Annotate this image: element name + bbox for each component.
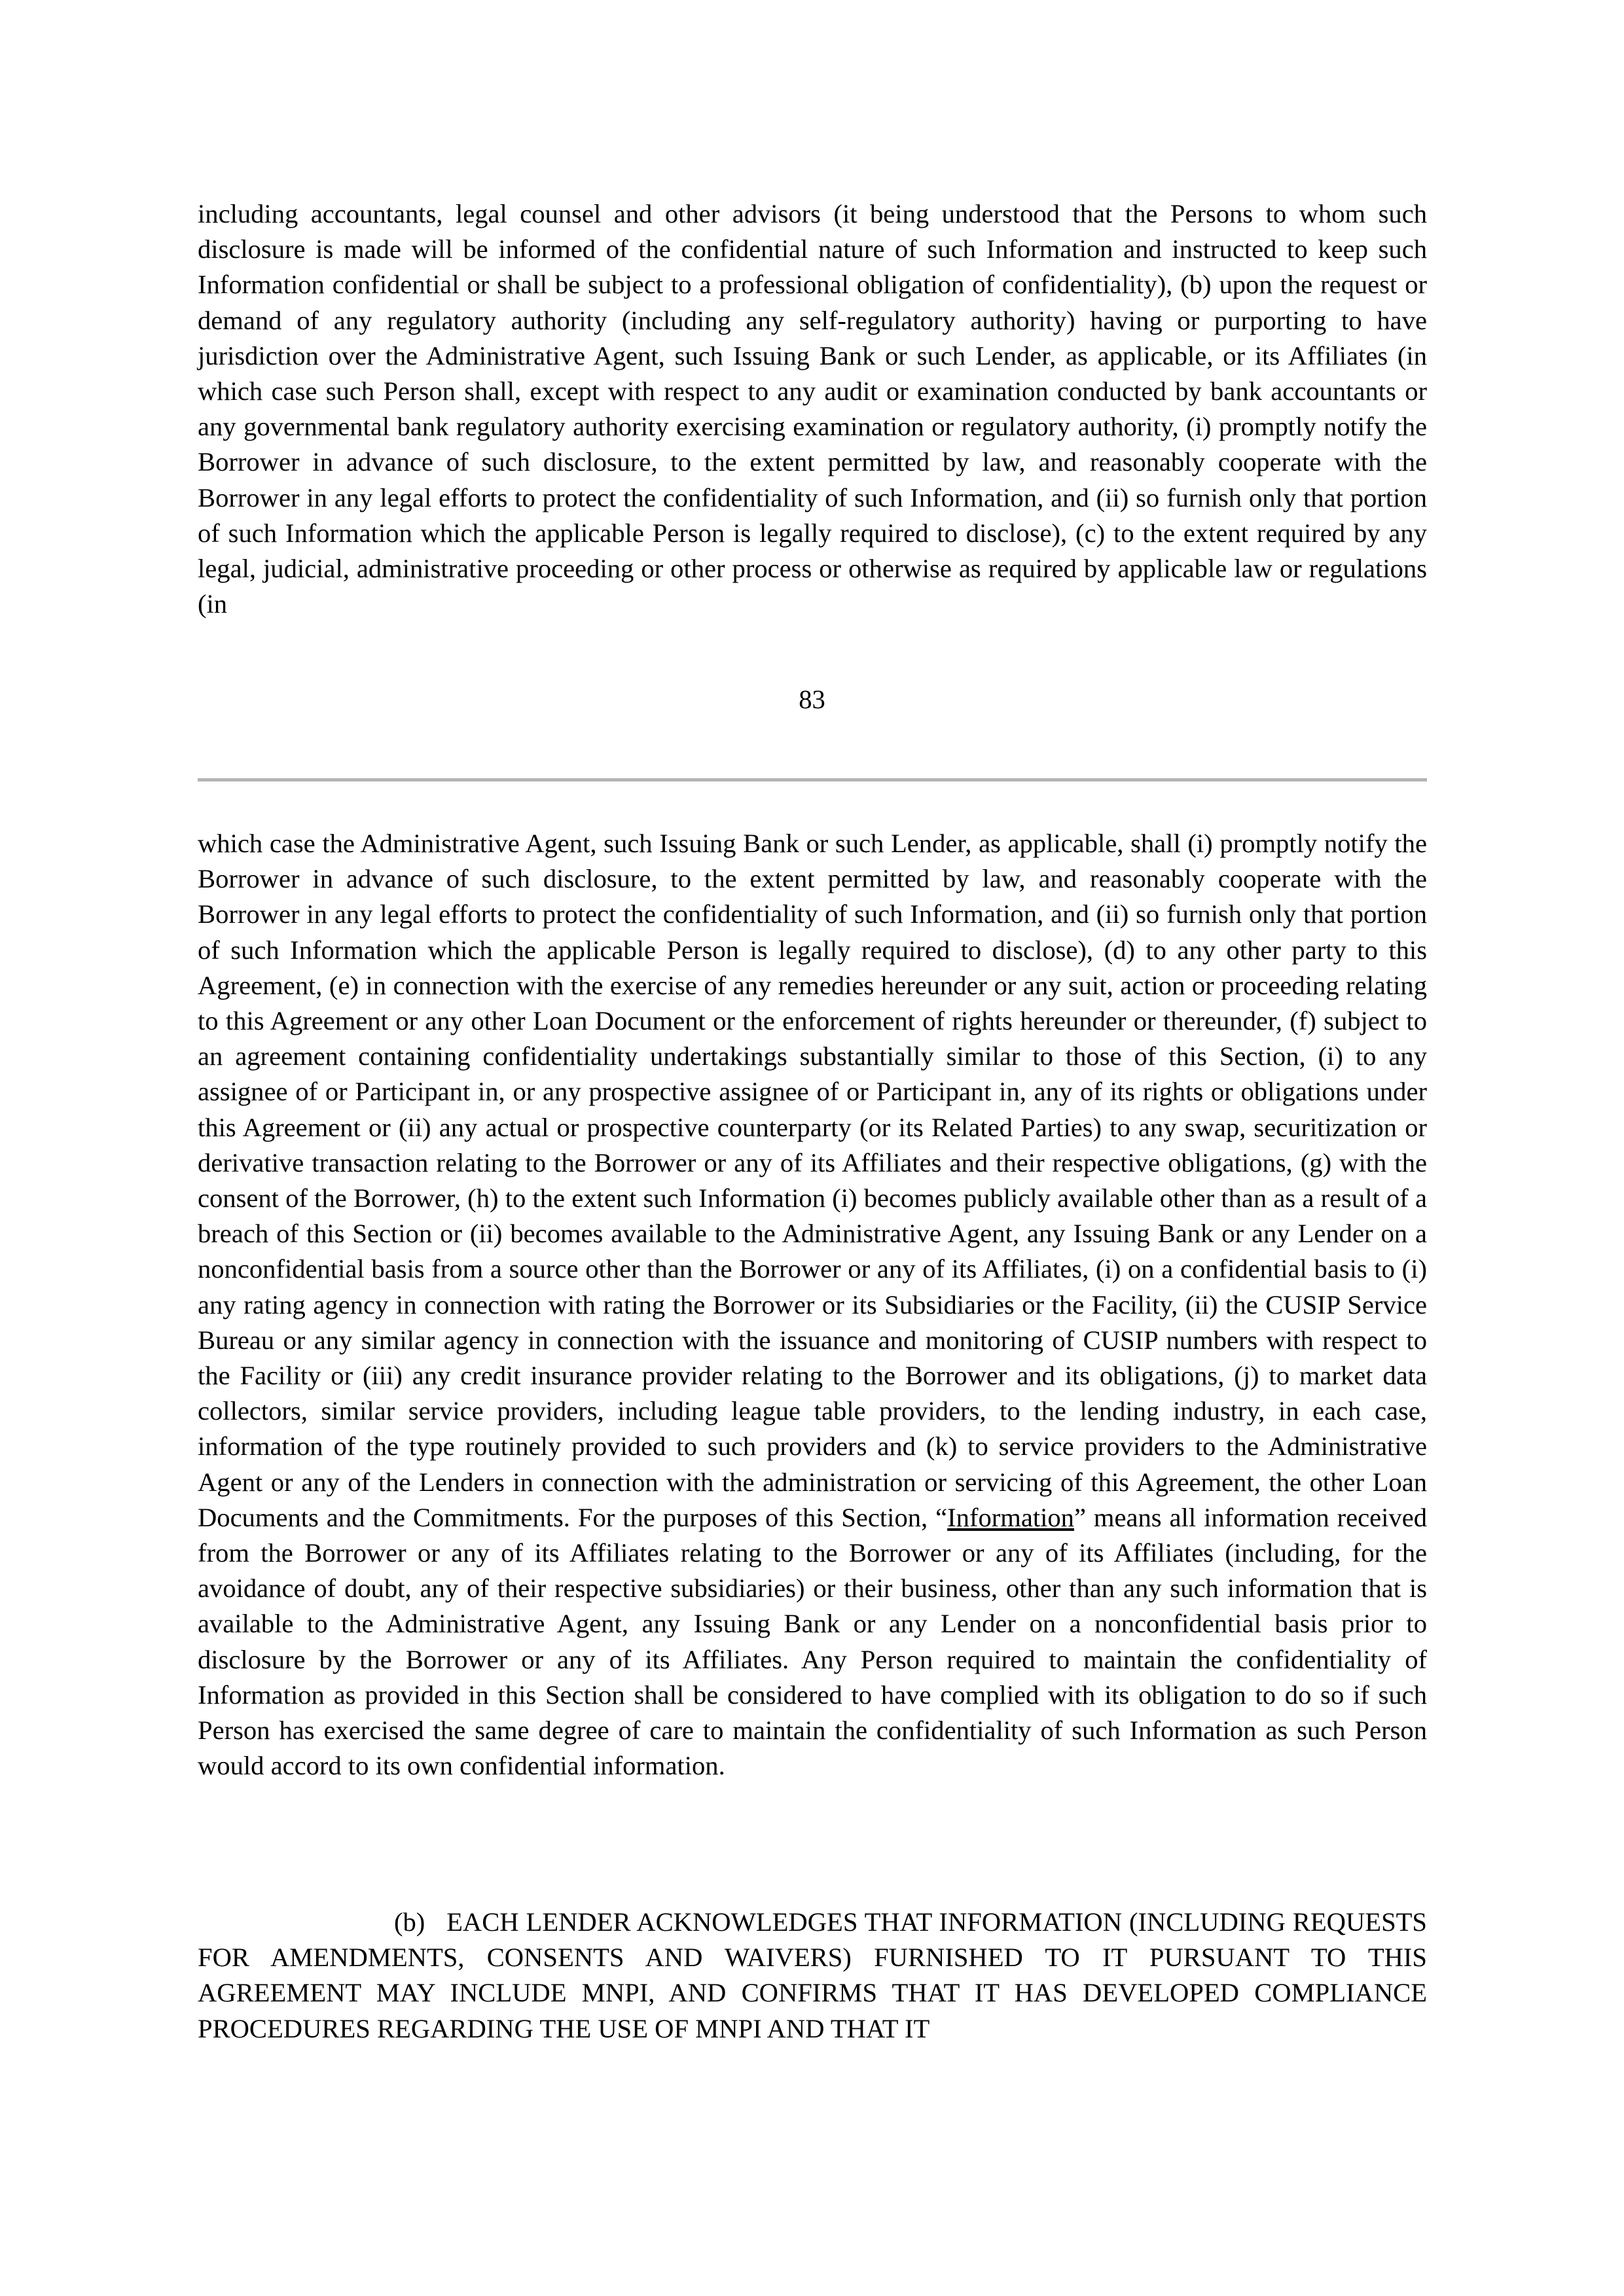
paragraph-bottom-part1: which case the Administrative Agent, such Issuing Bank or such Lender, as applicable, shall (i) promptly notify the Borrower in advance of such disclosure, to the extent permitted by law, and reasonably cooperate with the Borrower in any legal efforts to protect the confidentiality of such Information, and (ii) so furnish only that portion of such Information which the applicable Person is legally required to disclose), (d) to any other party to this Agreement, (e) in connection with the exercise of any remedies hereunder or any suit, action or proceeding relating to this Agreement or any other Loan Document or the enforcement of rights hereunder or thereunder, (f) subject to an agreement containing confidentiality undertakings substantially similar to those of this Section, (i) to any assignee of or Participant in, or any prospective assignee of or Participant in, any of its rights or obligations under this Agreement or (ii) any actual or prospective counterparty (or its Related Parties) to any swap, securitization or derivative transaction relating to the Borrower or any of its Affiliates and their respective obligations, (g) with the consent of the Borrower, (h) to the extent such Information (i) becomes publicly available other than as a result of a breach of this Section or (ii) becomes available to the Administrative Agent, any Issuing Bank or any Lender on a nonconfidential basis from a source other than the Borrower or any of its Affiliates, (i) on a confidential basis to (i) any rating agency in connection with rating the Borrower or its Subsidiaries or the Facility, (ii) the CUSIP Service Bureau or any similar agency in connection with the issuance and monitoring of CUSIP numbers with respect to the Facility or (iii) any credit insurance provider relating to the Borrower and its obligations, (j) to market data collectors, similar service providers, including league table providers, to the lending industry, in each case, information of the type routinely provided to such providers and (k) to service providers to the Administrative Agent or any of the Lenders in connection with the administration or servicing of this Agreement, the other Loan Documents and the Commitments. For the purposes of this Section, “: [198, 829, 1427, 1532]
paragraph-bottom: [198, 826, 1427, 1784]
page-number: 83: [799, 685, 825, 714]
paragraph-top: including accountants, legal counsel and other advisors (it being understood that the Persons to whom such disclosure is made will be informed of the confidential nature of such Information and instructed to keep such Information confidential or shall be subject to a professional obligation of confidentiality), (b) upon the request or demand of any regulatory authority (including any self-regulatory authority) having or purporting to have jurisdiction over the Administrative Agent, such Issuing Bank or such Lender, as applicable, or its Affiliates (in which case such Person shall, except with respect to any audit or examination conducted by bank accountants or any governmental bank regulatory authority exercising examination or regulatory authority, (i) promptly notify the Borrower in advance of such disclosure, to the extent permitted by law, and reasonably cooperate with the Borrower in any legal efforts to protect the confidentiality of such Information, and (ii) so furnish only that portion of such Information which the applicable Person is legally required to disclose), (c) to the extent required by any legal, judicial, administrative proceeding or other process or otherwise as required by applicable law or regulations (in: [198, 199, 1427, 619]
paragraph-b: (b) EACH LENDER ACKNOWLEDGES THAT INFORMATION (INCLUDING REQUESTS FOR AMENDMENTS, CONSENTS AND WAIVERS) FURNISHED TO IT PURSUANT TO THIS AGREEMENT MAY INCLUDE MNPI, AND CONFIRMS THAT IT HAS DEVELOPED COMPLIANCE PROCEDURES REGARDING THE USE OF MNPI AND THAT IT: [198, 1907, 1427, 2043]
page-break-divider: [198, 778, 1427, 781]
defined-term-information: Information: [947, 1502, 1074, 1532]
paragraph-bottom-part2: ” means all information received from the Borrower or any of its Affiliates relating to the Borrower or any of its Affiliates (including, for the avoidance of doubt, any of their respective subsidiaries) or their business, other than any such information that is available to the Administrative Agent, any Issuing Bank or any Lender on a nonconfidential basis prior to disclosure by the Borrower or any of its Affiliates. Any Person required to maintain the confidentiality of Information as provided in this Section shall be considered to have complied with its obligation to do so if such Person has exercised the same degree of care to maintain the confidentiality of such Information as such Person would accord to its own confidential information.: [198, 1502, 1428, 1781]
